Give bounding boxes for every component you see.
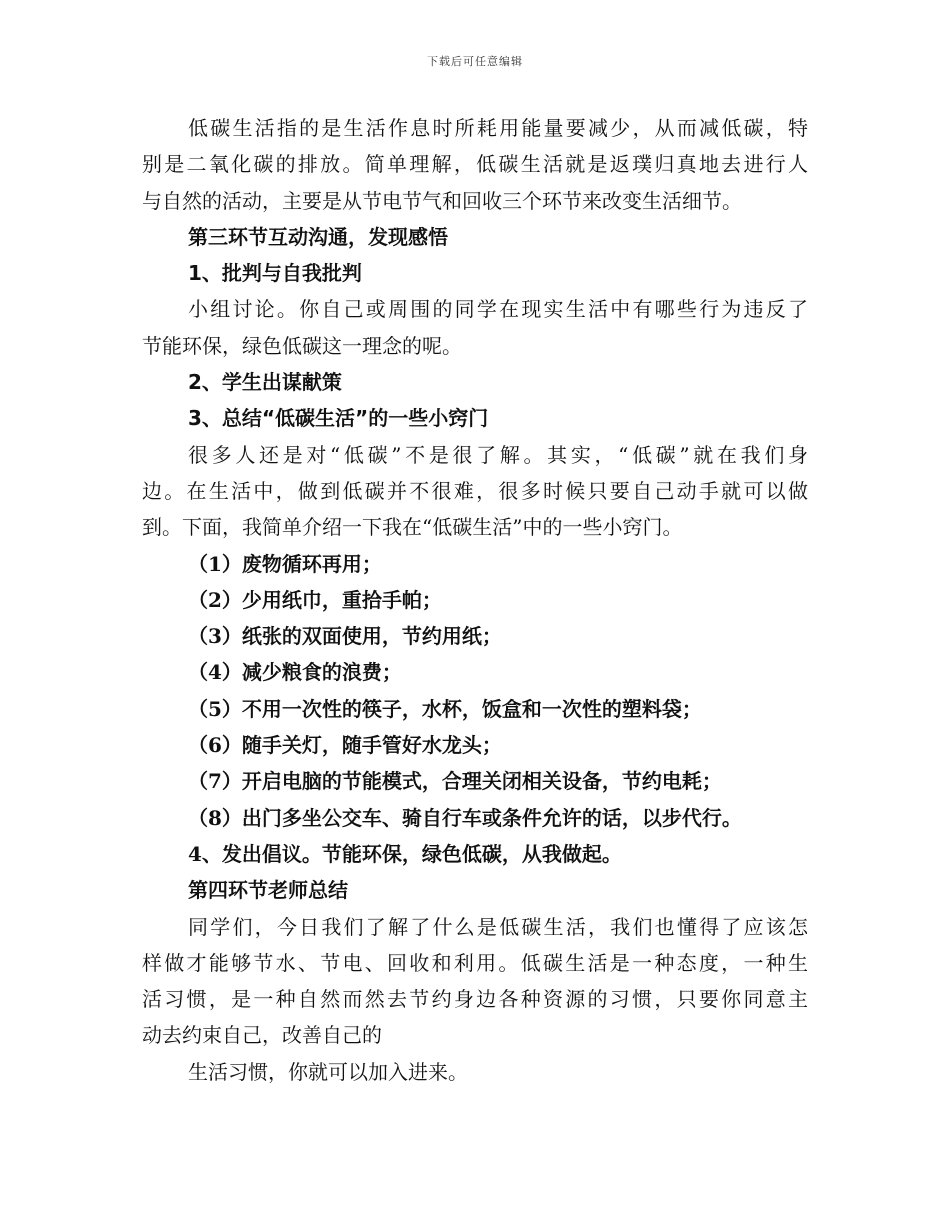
paragraph-discussion (142, 291, 808, 364)
text-line: 很多人还是对“低碳”不是很了解。其实，“低碳”就在我们身 (188, 442, 808, 467)
text-line: 别是二氧化碳的排放。简单理解，低碳生活就是返璞归真地去进行人 (142, 152, 808, 177)
list-item: （1）废物循环再用； (188, 551, 382, 576)
list-item: （4）减少粮食的浪费； (188, 660, 402, 685)
paragraph-summary (142, 909, 808, 1054)
page-header: 下载后可任意编辑 (427, 55, 523, 68)
text-line: 同学们，今日我们了解了什么是低碳生活，我们也懂得了应该怎 (188, 914, 808, 939)
text-line: 到。下面，我简单介绍一下我在“低碳生活”中的一些小窍门。 (142, 515, 683, 540)
section-heading-4: 第四环节老师总结 (188, 878, 348, 903)
subheading-initiative: 4、发出倡议。节能环保，绿色低碳，从我做起。 (188, 841, 622, 866)
list-item: （8）出门多坐公交车、骑自行车或条件允许的话，以步代行。 (188, 805, 742, 830)
tips-list (142, 546, 808, 836)
subheading-suggestions: 2、学生出谋献策 (188, 370, 342, 395)
text-line: 节能环保，绿色低碳这一理念的呢。 (142, 333, 462, 358)
text-line: 动去约束自己，改善自己的 (142, 1023, 382, 1048)
subheading-criticism: 1、批判与自我批判 (188, 261, 362, 286)
text-line: 活习惯，是一种自然而然去节约身边各种资源的习惯，只要你同意主 (142, 987, 808, 1012)
paragraph-tips-intro (142, 437, 808, 546)
paragraph-intro (142, 110, 808, 219)
list-item: （6）随手关灯，随手管好水龙头； (188, 733, 502, 758)
text-line: 边。在生活中，做到低碳并不很难，很多时候只要自己动手就可以做 (142, 478, 808, 503)
text-line: 低碳生活指的是生活作息时所耗用能量要减少，从而减低碳，特 (188, 116, 808, 140)
text-line: 与自然的活动，主要是从节电节气和回收三个环节来改变生活细节。 (142, 188, 742, 213)
paragraph-closing: 生活习惯，你就可以加入进来。 (188, 1059, 468, 1084)
section-heading-3: 第三环节互动沟通，发现感悟 (188, 224, 448, 249)
list-item: （3）纸张的双面使用，节约用纸； (188, 624, 502, 649)
document-body (142, 110, 808, 1090)
text-line: 样做才能够节水、节电、回收和利用。低碳生活是一种态度，一种生 (142, 950, 808, 975)
text-line: 小组讨论。你自己或周围的同学在现实生活中有哪些行为违反了 (188, 297, 808, 322)
list-item: （7）开启电脑的节能模式，合理关闭相关设备，节约电耗； (188, 769, 722, 794)
list-item: （2）少用纸巾，重拾手帕； (188, 587, 442, 612)
list-item: （5）不用一次性的筷子，水杯，饭盒和一次性的塑料袋； (188, 696, 702, 721)
subheading-tips: 3、总结“低碳生活”的一些小窍门 (188, 406, 489, 431)
